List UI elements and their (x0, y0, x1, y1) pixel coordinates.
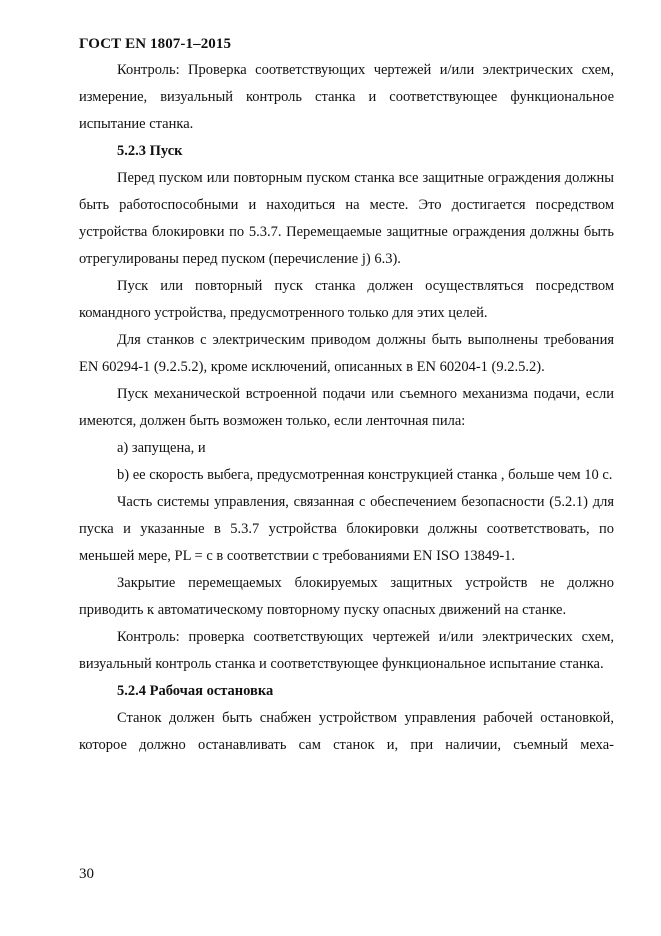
paragraph-start-device: Пуск или повторный пуск станка должен осуществляться посредством командного устройства, предусмотренного только для этих целей. (79, 278, 614, 321)
section-heading-start: 5.2.3 Пуск (117, 143, 183, 159)
list-item-a: а) запущена, и (117, 440, 206, 456)
paragraph-start-guards: Перед пуском или повторным пуском станка все защитные ограждения должны быть работоспособными и находиться на месте. Это достигается посредством устройства блокировки по 5.3.7. Перемещаемые защитные ограждения должны быть отрегулированы перед пуском (перечисление j) 6.3). (79, 170, 614, 267)
paragraph-control-2: Контроль: проверка соответствующих чертежей и/или электрических схем, визуальный контроль станка и соответствующее функциональное испытание станка. (79, 629, 614, 672)
paragraph-control-1: Контроль: Проверка соответствующих чертежей и/или электрических схем, измерение, визуальный контроль станка и соответствующее функциональное испытание станка. (79, 62, 614, 132)
paragraph-electric-drive: Для станков с электрическим приводом должны быть выполнены требования EN 60294-1 (9.2.5.2), кроме исключений, описанных в EN 60204-1 (9.2.5.2). (79, 332, 614, 375)
paragraph-control-system: Часть системы управления, связанная с обеспечением безопасности (5.2.1) для пуска и указанные в 5.3.7 устройства блокировки должны соответствовать, по меньшей мере, PL = c в соответствии с требованиями EN ISO 13849-1. (79, 494, 614, 564)
document-body (79, 57, 614, 759)
list-item-b: b) ее скорость выбега, предусмотренная конструкцией станка , больше чем 10 с. (117, 467, 613, 483)
document-header: ГОСТ EN 1807-1–2015 (79, 36, 232, 52)
paragraph-guard-closing: Закрытие перемещаемых блокируемых защитных устройств не должно приводить к автоматическому повторному пуску опасных движений на станке. (79, 575, 614, 618)
paragraph-feed-start: Пуск механической встроенной подачи или съемного механизма подачи, если имеются, должен быть возможен только, если ленточная пила: (79, 386, 614, 429)
section-heading-normal-stop: 5.2.4 Рабочая остановка (117, 683, 274, 699)
paragraph-stop-device: Станок должен быть снабжен устройством управления рабочей остановкой, которое должно останавливать сам станок и, при наличии, съемный меха- (79, 710, 614, 753)
page-number: 30 (79, 866, 94, 882)
